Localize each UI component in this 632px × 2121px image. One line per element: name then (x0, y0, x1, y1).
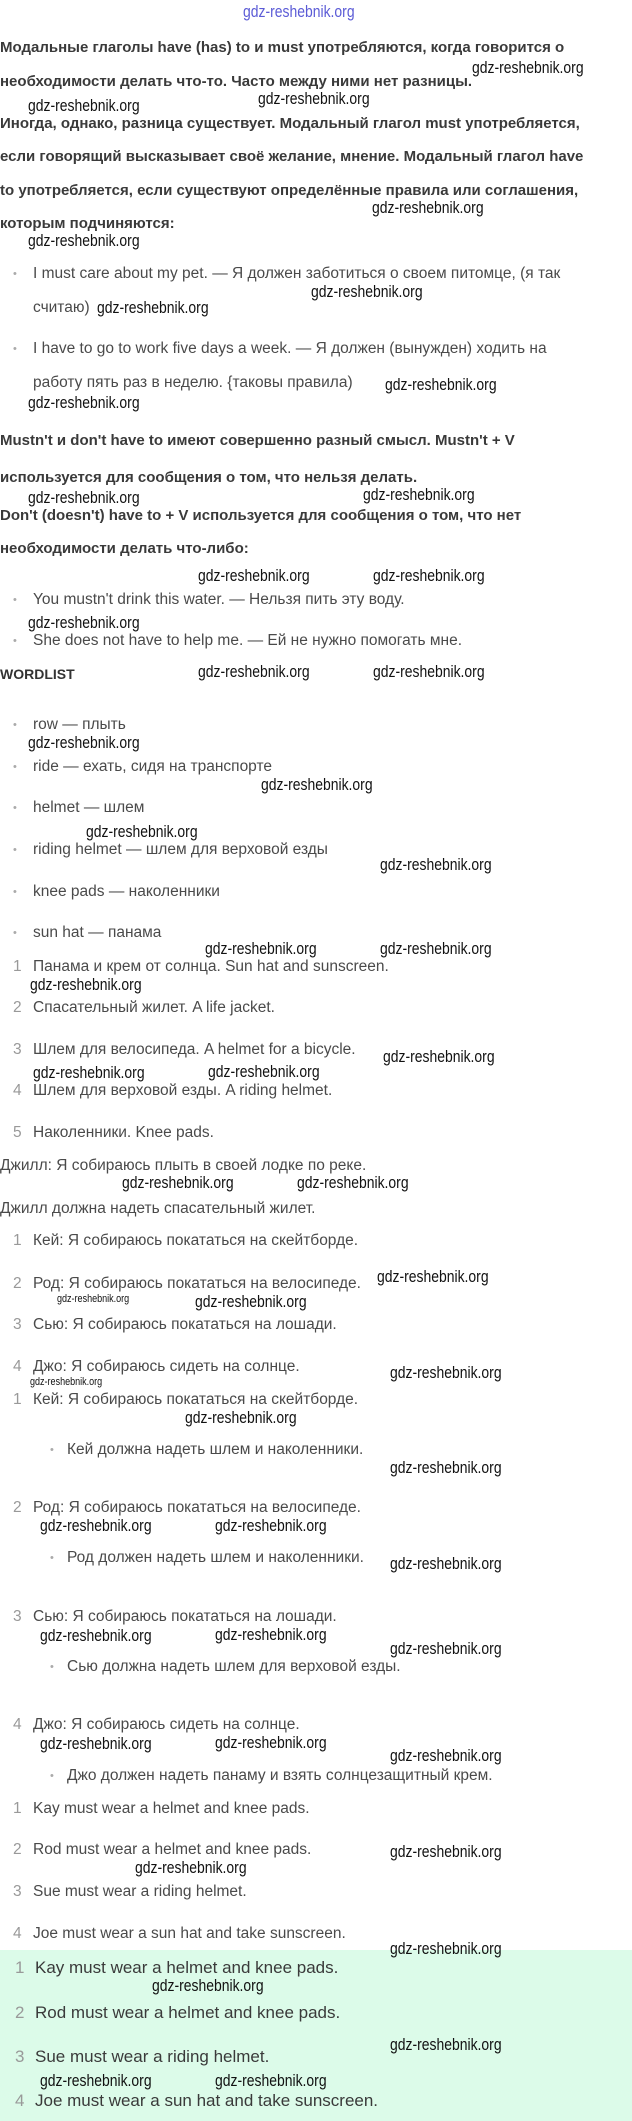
bullet-icon: • (50, 1552, 54, 1564)
line-text: если говорящий высказывает своё желание, мнение. Модальный глагол have (0, 148, 584, 165)
line-text: knee pads — наколенники (33, 883, 220, 900)
line-text: Джилл: Я собираюсь плыть в своей лодке по реке. (0, 1157, 367, 1174)
watermark: gdz-reshebnik.org (390, 1746, 502, 1765)
watermark: gdz-reshebnik.org (372, 198, 484, 217)
watermark: gdz-reshebnik.org (215, 2071, 327, 2090)
watermark: gdz-reshebnik.org (122, 1173, 234, 1192)
watermark: gdz-reshebnik.org (40, 1734, 152, 1753)
line-text: Джо: Я собираюсь сидеть на солнце. (33, 1716, 300, 1733)
watermark: gdz-reshebnik.org (390, 1842, 502, 1861)
paragraph-line (0, 469, 417, 487)
watermark: gdz-reshebnik.org (390, 1458, 502, 1477)
bullet-icon: • (13, 268, 17, 280)
watermark: gdz-reshebnik.org (198, 662, 310, 681)
watermark: gdz-reshebnik.org (373, 566, 485, 585)
watermark: gdz-reshebnik.org (28, 393, 140, 412)
watermark: gdz-reshebnik.org (28, 613, 140, 632)
bullet-icon: • (13, 343, 17, 355)
watermark: gdz-reshebnik.org (472, 58, 584, 77)
line-text: Rod must wear a helmet and knee pads. (35, 2003, 341, 2022)
line-text: Сью должна надеть шлем для верховой езды. (67, 1658, 401, 1675)
paragraph-line (0, 182, 578, 200)
watermark: gdz-reshebnik.org (311, 282, 423, 301)
watermark: gdz-reshebnik.org (215, 1625, 327, 1644)
line-text: Иногда, однако, разница существует. Модальный глагол must употребляется, (0, 115, 580, 132)
line-text: Род: Я собираюсь покататься на велосипеде. (33, 1499, 361, 1516)
watermark: gdz-reshebnik.org (373, 662, 485, 681)
watermark: gdz-reshebnik.org (198, 566, 310, 585)
line-text: Сью: Я собираюсь покататься на лошади. (33, 1316, 337, 1333)
watermark: gdz-reshebnik.org (390, 1554, 502, 1573)
line-text: Спасательный жилет. A life jacket. (33, 999, 275, 1016)
watermark: gdz-reshebnik.org (390, 1363, 502, 1382)
item-number: 1 (15, 1958, 25, 1977)
watermark: gdz-reshebnik.org (28, 96, 140, 115)
watermark: gdz-reshebnik.org (383, 1047, 495, 1066)
line-text: Род должен надеть шлем и наколенники. (67, 1549, 364, 1566)
line-text: Joe must wear a sun hat and take sunscreen. (35, 2091, 379, 2110)
line-text: Панама и крем от солнца. Sun hat and sunscreen. (33, 958, 389, 975)
item-number: 3 (13, 1316, 22, 1333)
line-text: которым подчиняются: (0, 215, 175, 232)
line-text: Шлем для велосипеда. A helmet for a bicycle. (33, 1041, 356, 1058)
line-text: WORDLIST (0, 666, 75, 682)
item-number: 5 (13, 1124, 22, 1141)
watermark: gdz-reshebnik.org (385, 375, 497, 394)
watermark: gdz-reshebnik.org (195, 1292, 307, 1311)
watermark: gdz-reshebnik.org (97, 298, 209, 317)
line-text: Кей должна надеть шлем и наколенники. (67, 1441, 364, 1458)
item-number: 2 (15, 2003, 25, 2022)
item-number: 4 (13, 1358, 22, 1375)
watermark: gdz-reshebnik.org (33, 1063, 145, 1082)
section-heading (0, 665, 75, 683)
paragraph-line (0, 39, 564, 57)
bullet-icon: • (13, 761, 17, 773)
watermark: gdz-reshebnik.org (258, 89, 370, 108)
item-number: 4 (13, 1082, 22, 1099)
watermark: gdz-reshebnik.org (215, 1516, 327, 1535)
line-text: Джо: Я собираюсь сидеть на солнце. (33, 1358, 300, 1375)
watermark: gdz-reshebnik.org (40, 1516, 152, 1535)
line-text: I have to go to work five days a week. — Я должен (вынужден) ходить на (33, 340, 547, 357)
bullet-icon: • (13, 886, 17, 898)
item-number: 3 (13, 1608, 22, 1625)
watermark: gdz-reshebnik.org (380, 939, 492, 958)
bullet-icon: • (13, 594, 17, 606)
item-number: 1 (13, 1391, 22, 1408)
line-text: riding helmet — шлем для верховой езды (33, 841, 328, 858)
line-text: She does not have to help me. — Ей не нужно помогать мне. (33, 632, 463, 649)
watermark: gdz-reshebnik.org (135, 1858, 247, 1877)
line-text: Kay must wear a helmet and knee pads. (33, 1800, 310, 1817)
line-text: Наколенники. Knee pads. (33, 1124, 214, 1141)
watermark: gdz-reshebnik.org (30, 1376, 103, 1388)
watermark: gdz-reshebnik.org (28, 488, 140, 507)
watermark: gdz-reshebnik.org (205, 939, 317, 958)
item-number: 2 (13, 999, 22, 1016)
line-text: используется для сообщения о том, что нельзя делать. (0, 469, 418, 486)
paragraph-line (0, 507, 521, 525)
line-text: I must care about my pet. — Я должен заботиться о своем питомце, (я так (33, 265, 561, 282)
item-number: 3 (13, 1883, 22, 1900)
watermark: gdz-reshebnik.org (390, 1639, 502, 1658)
line-text: Модальные глаголы have (has) to и must употребляются, когда говорится о (0, 39, 565, 56)
bullet-icon: • (50, 1661, 54, 1673)
line-text: You mustn't drink this water. — Нельзя пить эту воду. (33, 591, 405, 608)
watermark: gdz-reshebnik.org (185, 1408, 297, 1427)
line-text: Род: Я собираюсь покататься на велосипеде. (33, 1275, 361, 1292)
line-text: to употребляется, если существуют определённые правила или соглашения, (0, 182, 579, 199)
watermark: gdz-reshebnik.org (30, 975, 142, 994)
watermark: gdz-reshebnik.org (28, 231, 140, 250)
item-number: 4 (13, 1716, 22, 1733)
watermark: gdz-reshebnik.org (152, 1976, 264, 1995)
item-number: 3 (15, 2047, 25, 2066)
line-text: Sue must wear a riding helmet. (35, 2047, 270, 2066)
bullet-icon: • (50, 1770, 54, 1782)
watermark: gdz-reshebnik.org (208, 1062, 320, 1081)
item-number: 2 (13, 1499, 22, 1516)
bullet-icon: • (13, 802, 17, 814)
watermark: gdz-reshebnik.org (40, 1626, 152, 1645)
watermark: gdz-reshebnik.org (380, 855, 492, 874)
watermark: gdz-reshebnik.org (28, 733, 140, 752)
bullet-icon: • (13, 635, 17, 647)
line-text: Джо должен надеть панаму и взять солнцезащитный крем. (67, 1767, 493, 1784)
line-text: sun hat — панама (33, 924, 162, 941)
item-number: 1 (13, 1800, 22, 1817)
paragraph-line (0, 115, 580, 133)
line-text: Сью: Я собираюсь покататься на лошади. (33, 1608, 337, 1625)
watermark: gdz-reshebnik.org (57, 1293, 130, 1305)
line-text: Rod must wear a helmet and knee pads. (33, 1841, 312, 1858)
item-number: 1 (13, 958, 22, 975)
watermark: gdz-reshebnik.org (297, 1173, 409, 1192)
line-text: Joe must wear a sun hat and take sunscreen. (33, 1925, 346, 1942)
line-text: работу пять раз в неделю. {таковы правила) (33, 374, 353, 391)
item-number: 4 (15, 2091, 25, 2110)
paragraph-line (0, 148, 583, 166)
bullet-icon: • (13, 844, 17, 856)
watermark: gdz-reshebnik.org (377, 1267, 489, 1286)
line-text: Kay must wear a helmet and knee pads. (35, 1958, 339, 1977)
line-text: Don't (doesn't) have to + V используется для сообщения о том, что нет (0, 507, 522, 524)
line-text: Mustn't и don't have to имеют совершенно разный смысл. Mustn't + V (0, 432, 515, 449)
bullet-icon: • (50, 1444, 54, 1456)
line-text: helmet — шлем (33, 799, 145, 816)
item-number: 2 (13, 1841, 22, 1858)
line-text: Sue must wear a riding helmet. (33, 1883, 247, 1900)
item-number: 3 (13, 1041, 22, 1058)
watermark: gdz-reshebnik.org (363, 485, 475, 504)
line-text: необходимости делать что-то. Часто между ними нет разницы. (0, 73, 473, 90)
line-text: необходимости делать что-либо: (0, 540, 249, 557)
line-text: Джилл должна надеть спасательный жилет. (0, 1200, 316, 1217)
list-item (0, 1200, 315, 1218)
item-number: 4 (13, 1925, 22, 1942)
bullet-icon: • (13, 927, 17, 939)
item-number: 2 (13, 1275, 22, 1292)
line-text: ride — ехать, сидя на транспорте (33, 758, 273, 775)
watermark: gdz-reshebnik.org (261, 775, 373, 794)
line-text: Кей: Я собираюсь покататься на скейтборде. (33, 1232, 359, 1249)
paragraph-line (0, 540, 249, 558)
watermark: gdz-reshebnik.org (390, 1939, 502, 1958)
site-title: gdz-reshebnik.org (243, 2, 355, 21)
watermark: gdz-reshebnik.org (40, 2071, 152, 2090)
line-text: считаю) (33, 299, 90, 316)
paragraph-line (0, 73, 472, 91)
item-number: 1 (13, 1232, 22, 1249)
line-text: Шлем для верховой езды. A riding helmet. (33, 1082, 333, 1099)
line-text: Кей: Я собираюсь покататься на скейтборде. (33, 1391, 359, 1408)
paragraph-line (0, 432, 515, 450)
watermark: gdz-reshebnik.org (215, 1733, 327, 1752)
watermark: gdz-reshebnik.org (86, 822, 198, 841)
bullet-icon: • (13, 719, 17, 731)
line-text: row — плыть (33, 716, 126, 733)
watermark: gdz-reshebnik.org (390, 2035, 502, 2054)
